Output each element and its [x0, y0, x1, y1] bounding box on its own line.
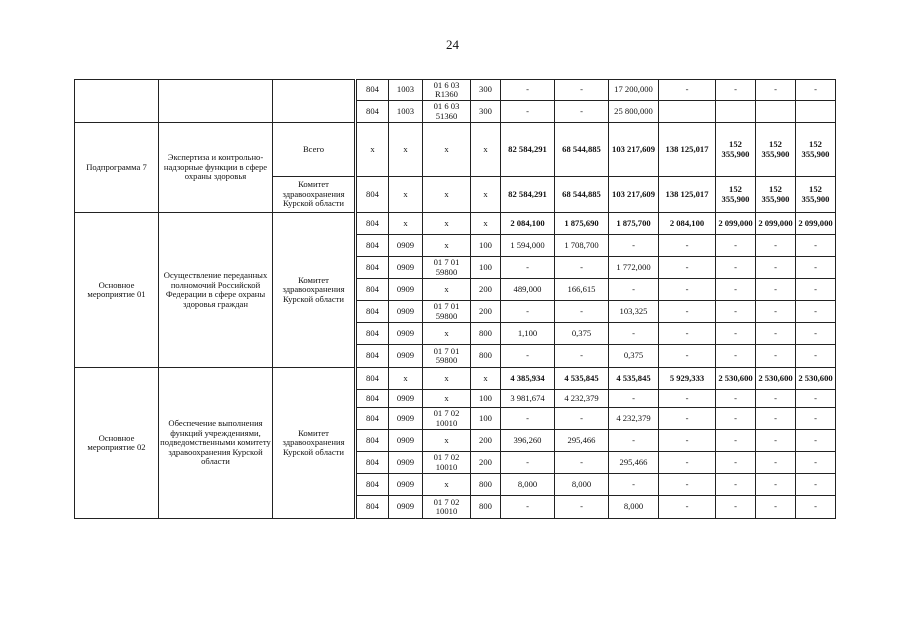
cell-vr: 200: [471, 301, 501, 323]
cell-csr: x: [423, 213, 471, 235]
cell-y5: -: [716, 408, 756, 430]
cell-y5: -: [716, 279, 756, 301]
cell-y3: -: [609, 279, 659, 301]
cell-y4: 138 125,017: [659, 177, 716, 213]
cell-y1: -: [501, 101, 555, 123]
cell-y5: 2 530,600: [716, 368, 756, 390]
cell-y7: -: [796, 452, 836, 474]
cell-y5: -: [716, 430, 756, 452]
cell-rzpr: x: [389, 213, 423, 235]
cell-y6: -: [756, 452, 796, 474]
program-title-cell: Экспертиза и контрольно-надзорные функции в сфере охраны здоровья: [159, 123, 273, 213]
cell-y4: -: [659, 235, 716, 257]
cell-y7: -: [796, 301, 836, 323]
cell-y1: 1,100: [501, 323, 555, 345]
cell-vr: 200: [471, 452, 501, 474]
cell-y5: -: [716, 345, 756, 368]
cell-y1: 82 584,291: [501, 177, 555, 213]
cell-y1: 82 584,291: [501, 123, 555, 177]
cell-rzpr: 0909: [389, 235, 423, 257]
cell-rzpr: 0909: [389, 408, 423, 430]
cell-grbs: 804: [357, 257, 389, 279]
cell-y1: -: [501, 257, 555, 279]
cell-y3: -: [609, 235, 659, 257]
cell-y6: -: [756, 235, 796, 257]
cell-y6: -: [756, 301, 796, 323]
cell-y7: 152 355,900: [796, 177, 836, 213]
table-body: [75, 80, 836, 519]
cell-y6: 2 530,600: [756, 368, 796, 390]
cell-y1: 489,000: [501, 279, 555, 301]
cell-rzpr: x: [389, 123, 423, 177]
cell-rzpr: 0909: [389, 323, 423, 345]
executor-cell: Комитет здравоохранения Курской области: [273, 368, 355, 519]
cell-grbs: 804: [357, 323, 389, 345]
cell-y7: -: [796, 80, 836, 101]
cell-y1: -: [501, 80, 555, 101]
table-row: [75, 123, 836, 177]
cell-y4: [659, 101, 716, 123]
cell-csr: x: [423, 177, 471, 213]
cell-vr: 100: [471, 408, 501, 430]
cell-y7: -: [796, 430, 836, 452]
cell-csr: 01 7 02 10010: [423, 452, 471, 474]
cell-y1: -: [501, 496, 555, 519]
cell-vr: 200: [471, 430, 501, 452]
cell-y4: -: [659, 301, 716, 323]
cell-csr: x: [423, 279, 471, 301]
cell-y1: 3 981,674: [501, 390, 555, 408]
cell-y7: -: [796, 345, 836, 368]
cell-y7: -: [796, 474, 836, 496]
cell-rzpr: 0909: [389, 301, 423, 323]
cell-vr: 100: [471, 390, 501, 408]
cell-y7: [796, 101, 836, 123]
cell-grbs: 804: [357, 452, 389, 474]
cell-grbs: 804: [357, 213, 389, 235]
cell-y5: 152 355,900: [716, 177, 756, 213]
cell-csr: 01 7 01 59800: [423, 257, 471, 279]
cell-csr: x: [423, 390, 471, 408]
cell-grbs: x: [357, 123, 389, 177]
cell-grbs: 804: [357, 390, 389, 408]
cell-y7: -: [796, 323, 836, 345]
cell-grbs: 804: [357, 345, 389, 368]
cell-y2: 4 232,379: [555, 390, 609, 408]
cell-y7: 2 099,000: [796, 213, 836, 235]
cell-y5: -: [716, 496, 756, 519]
cell-y7: 2 530,600: [796, 368, 836, 390]
cell-csr: x: [423, 235, 471, 257]
cell-vr: 800: [471, 496, 501, 519]
cell-rzpr: 0909: [389, 279, 423, 301]
cell-y2: -: [555, 452, 609, 474]
cell-y1: -: [501, 452, 555, 474]
cell-y4: 138 125,017: [659, 123, 716, 177]
cell-y3: -: [609, 390, 659, 408]
cell-rzpr: 0909: [389, 345, 423, 368]
program-title-cell: Осуществление переданных полномочий Российской Федерации в сфере охраны здоровья граждан: [159, 213, 273, 368]
cell-vr: x: [471, 213, 501, 235]
cell-csr: x: [423, 474, 471, 496]
cell-rzpr: 0909: [389, 390, 423, 408]
cell-y6: [756, 101, 796, 123]
cell-grbs: 804: [357, 80, 389, 101]
cell-csr: 01 7 02 10010: [423, 408, 471, 430]
cell-grbs: 804: [357, 301, 389, 323]
cell-y2: 1 875,690: [555, 213, 609, 235]
cell-grbs: 804: [357, 368, 389, 390]
cell-y3: -: [609, 474, 659, 496]
cell-csr: 01 6 03 R1360: [423, 80, 471, 101]
cell-y2: -: [555, 257, 609, 279]
cell-y5: 2 099,000: [716, 213, 756, 235]
cell-y3: 295,466: [609, 452, 659, 474]
cell-y7: -: [796, 496, 836, 519]
cell-y5: -: [716, 390, 756, 408]
cell-rzpr: 0909: [389, 257, 423, 279]
cell-y6: -: [756, 345, 796, 368]
cell-vr: 200: [471, 279, 501, 301]
cell-y4: -: [659, 80, 716, 101]
cell-y6: 2 099,000: [756, 213, 796, 235]
cell-vr: 300: [471, 80, 501, 101]
cell-y6: 152 355,900: [756, 123, 796, 177]
table-row: [75, 368, 836, 390]
cell-vr: x: [471, 177, 501, 213]
cell-y2: -: [555, 301, 609, 323]
cell-y5: -: [716, 452, 756, 474]
page-number: 24: [446, 37, 459, 52]
cell-y5: -: [716, 235, 756, 257]
cell-grbs: 804: [357, 279, 389, 301]
program-name-cell: Основное мероприятие 02: [75, 368, 159, 519]
cell-y6: 152 355,900: [756, 177, 796, 213]
cell-y4: -: [659, 390, 716, 408]
cell-vr: x: [471, 368, 501, 390]
cell-y6: -: [756, 390, 796, 408]
table-row: [75, 80, 836, 101]
cell-y5: 152 355,900: [716, 123, 756, 177]
cell-y3: 103 217,609: [609, 177, 659, 213]
cell-y3: -: [609, 323, 659, 345]
cell-y4: -: [659, 279, 716, 301]
cell-y3: 4 535,845: [609, 368, 659, 390]
cell-grbs: 804: [357, 408, 389, 430]
cell-y2: 0,375: [555, 323, 609, 345]
cell-y5: [716, 101, 756, 123]
cell-vr: 800: [471, 474, 501, 496]
cell-y7: -: [796, 235, 836, 257]
cell-y7: -: [796, 257, 836, 279]
cell-csr: 01 6 03 51360: [423, 101, 471, 123]
cell-csr: x: [423, 368, 471, 390]
cell-rzpr: 1003: [389, 80, 423, 101]
cell-y2: 8,000: [555, 474, 609, 496]
cell-y6: -: [756, 323, 796, 345]
cell-y3: 103 217,609: [609, 123, 659, 177]
cell-y2: -: [555, 101, 609, 123]
cell-y1: 396,260: [501, 430, 555, 452]
cell-y7: 152 355,900: [796, 123, 836, 177]
program-title-cell: [159, 80, 273, 123]
cell-y2: -: [555, 80, 609, 101]
cell-y3: 1 875,700: [609, 213, 659, 235]
cell-y4: -: [659, 408, 716, 430]
cell-y4: -: [659, 452, 716, 474]
cell-vr: 800: [471, 323, 501, 345]
cell-y7: -: [796, 279, 836, 301]
cell-vr: 300: [471, 101, 501, 123]
cell-y1: 4 385,934: [501, 368, 555, 390]
cell-grbs: 804: [357, 101, 389, 123]
cell-y6: -: [756, 80, 796, 101]
cell-vr: x: [471, 123, 501, 177]
cell-y1: 2 084,100: [501, 213, 555, 235]
cell-y1: -: [501, 301, 555, 323]
cell-y4: -: [659, 323, 716, 345]
cell-csr: 01 7 02 10010: [423, 496, 471, 519]
cell-csr: x: [423, 123, 471, 177]
cell-y1: -: [501, 408, 555, 430]
cell-rzpr: 1003: [389, 101, 423, 123]
cell-csr: x: [423, 323, 471, 345]
cell-y2: 1 708,700: [555, 235, 609, 257]
cell-y6: -: [756, 279, 796, 301]
cell-y3: 1 772,000: [609, 257, 659, 279]
cell-y2: 166,615: [555, 279, 609, 301]
cell-y4: -: [659, 430, 716, 452]
cell-rzpr: x: [389, 368, 423, 390]
cell-y2: 68 544,885: [555, 123, 609, 177]
program-title-cell: Обеспечение выполнения функций учреждениями, подведомственными комитету здравоохранения Курской области: [159, 368, 273, 519]
cell-rzpr: 0909: [389, 430, 423, 452]
cell-y3: 17 200,000: [609, 80, 659, 101]
cell-y1: 8,000: [501, 474, 555, 496]
cell-y2: -: [555, 345, 609, 368]
cell-vr: 800: [471, 345, 501, 368]
cell-y7: -: [796, 408, 836, 430]
program-name-cell: Основное мероприятие 01: [75, 213, 159, 368]
cell-y4: -: [659, 496, 716, 519]
cell-y3: 4 232,379: [609, 408, 659, 430]
cell-vr: 100: [471, 235, 501, 257]
program-name-cell: [75, 80, 159, 123]
cell-y5: -: [716, 80, 756, 101]
cell-y4: 5 929,333: [659, 368, 716, 390]
cell-rzpr: 0909: [389, 496, 423, 519]
cell-y6: -: [756, 474, 796, 496]
executor-cell: Всего: [273, 123, 355, 177]
cell-y3: 103,325: [609, 301, 659, 323]
executor-cell: [273, 80, 355, 123]
cell-y2: 4 535,845: [555, 368, 609, 390]
cell-y6: -: [756, 496, 796, 519]
cell-y6: -: [756, 257, 796, 279]
cell-y2: 295,466: [555, 430, 609, 452]
cell-csr: 01 7 01 59800: [423, 301, 471, 323]
cell-y4: -: [659, 474, 716, 496]
cell-grbs: 804: [357, 430, 389, 452]
cell-y5: -: [716, 323, 756, 345]
cell-y7: -: [796, 390, 836, 408]
cell-y6: -: [756, 408, 796, 430]
cell-rzpr: x: [389, 177, 423, 213]
executor-cell: Комитет здравоохранения Курской области: [273, 177, 355, 213]
cell-y1: -: [501, 345, 555, 368]
cell-grbs: 804: [357, 474, 389, 496]
cell-grbs: 804: [357, 496, 389, 519]
cell-y5: -: [716, 474, 756, 496]
cell-y4: 2 084,100: [659, 213, 716, 235]
cell-grbs: 804: [357, 235, 389, 257]
cell-y3: 25 800,000: [609, 101, 659, 123]
cell-y2: 68 544,885: [555, 177, 609, 213]
table-row: [75, 213, 836, 235]
cell-csr: x: [423, 430, 471, 452]
cell-y4: -: [659, 345, 716, 368]
cell-y3: -: [609, 430, 659, 452]
executor-cell: Комитет здравоохранения Курской области: [273, 213, 355, 368]
cell-vr: 100: [471, 257, 501, 279]
program-name-cell: Подпрограмма 7: [75, 123, 159, 213]
cell-y5: -: [716, 301, 756, 323]
cell-y5: -: [716, 257, 756, 279]
cell-rzpr: 0909: [389, 452, 423, 474]
cell-y2: -: [555, 408, 609, 430]
cell-y1: 1 594,000: [501, 235, 555, 257]
cell-csr: 01 7 01 59800: [423, 345, 471, 368]
cell-rzpr: 0909: [389, 474, 423, 496]
budget-table: [74, 79, 836, 519]
cell-y3: 0,375: [609, 345, 659, 368]
cell-y4: -: [659, 257, 716, 279]
cell-y2: -: [555, 496, 609, 519]
cell-y6: -: [756, 430, 796, 452]
cell-y3: 8,000: [609, 496, 659, 519]
cell-grbs: 804: [357, 177, 389, 213]
